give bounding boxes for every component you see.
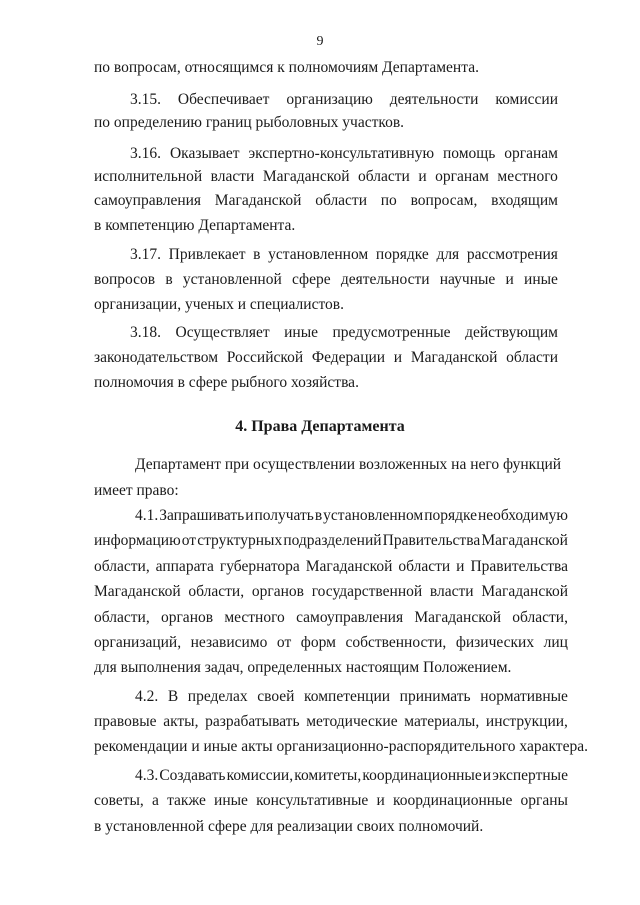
word: местного [497,168,558,185]
word: и [505,271,514,288]
word: подразделений [283,532,382,549]
word: порядке [375,246,429,263]
word: органам [504,145,558,162]
word: Создавать [159,767,226,784]
word: местного [224,609,285,626]
word: входящим [491,192,558,209]
word: для [436,246,460,263]
text-line: для выполнения задач, определенных настоящим Положением. [94,659,512,676]
text-line [94,191,558,211]
word: в [165,271,173,288]
word: правовые [94,713,157,730]
text-line [94,791,568,811]
word: сфере [291,271,331,288]
word: установленной [182,271,282,288]
word: комиссии, [226,767,294,784]
text-line: полномочия в сфере рыбного хозяйства. [94,374,359,391]
word: комитеты, [294,767,362,784]
word: 4.1. [135,507,159,524]
word: порядке [424,507,478,524]
word: вопросов [94,271,156,288]
word: области, [512,609,568,626]
text-line [94,557,568,577]
word: аппарата [155,558,214,575]
word: от [276,634,292,651]
word: области [315,192,368,209]
word: вопросам, [410,192,478,209]
text-line [135,506,568,526]
word: органов [251,583,304,600]
text-line [94,167,558,187]
word: установленном [323,507,424,524]
word: Магаданской [94,583,181,600]
text-line [94,712,568,732]
word: рассмотрения [466,246,558,263]
word: Правительства [470,558,568,575]
word: Магаданской [410,349,498,366]
word: области [358,168,410,185]
text-line [94,582,568,602]
word: в [253,246,261,263]
word: Магаданской [305,558,393,575]
word: органов [160,609,214,626]
word: В [167,688,179,705]
word: Магаданской [481,532,568,549]
word: 4.3. [135,767,159,784]
word: научные [439,271,496,288]
word: Федерации [311,349,386,366]
word: государственной [311,583,423,600]
word: области, [94,609,150,626]
word: Магаданской [262,168,350,185]
word: Магаданской [214,192,302,209]
word: пределах [187,688,248,705]
text-line: имеет право: [94,482,179,499]
word: деятельности [340,271,430,288]
text-line: Департамент при осуществлении возложенных на него функций [135,456,562,473]
text-line: рекомендации и иные акты организационно-распорядительного характера. [94,738,588,755]
text-line: по определению границ рыболовных участков. [94,114,405,131]
word: и [456,558,465,575]
word: законодательством [94,349,219,366]
word: также [167,792,206,809]
word: иные [524,271,558,288]
word: экспертно-консультативную [248,145,435,162]
text-line: в компетенцию Департамента. [94,217,296,234]
word: и [418,168,427,185]
word: компетенции [304,688,391,705]
word: комиссии [495,91,558,108]
word: и [393,349,403,366]
section-heading: 4. Права Департамента [235,418,405,435]
word: а [152,792,159,809]
word: 3.18. [130,324,161,341]
word: и [245,507,254,524]
word: органы [520,792,568,809]
word: иные [284,324,318,341]
word: самоуправления [296,609,404,626]
word: консультативные [256,792,369,809]
word: своей [257,688,295,705]
word: в [314,507,323,524]
word: физических [455,634,535,651]
word: советы, [94,792,144,809]
word: Магаданской [481,583,568,600]
text-line [94,270,558,290]
word: Российской [226,349,304,366]
word: органам [435,168,489,185]
word: Привлекает [168,246,246,263]
word: исполнительной [94,168,203,185]
word: области, [94,558,150,575]
text-line [130,323,558,343]
word: Обеспечивает [177,91,270,108]
word: организаций, [94,634,182,651]
word: получать [254,507,314,524]
word: независимо [190,634,268,651]
text-line [135,766,568,786]
text-line: организации, ученых и специалистов. [94,296,344,313]
text-line: по вопросам, относящимся к полномочиям Департамента. [94,59,479,76]
word: координационные [362,767,482,784]
text-line [94,608,568,628]
word: Запрашивать [159,507,245,524]
word: 3.16. [130,145,161,162]
word: области, [188,583,245,600]
text-line [135,687,568,707]
word: деятельности [389,91,479,108]
word: и [482,767,492,784]
word: разрабатывать [205,713,300,730]
word: инструкции, [485,713,568,730]
word: Магаданской [414,609,501,626]
word: иные [214,792,248,809]
word: собственности, [345,634,447,651]
text-line [130,90,558,110]
word: власти [429,583,474,600]
text-line: в установленной сфере для реализации своих полномочий. [94,818,484,835]
word: нормативные [480,688,568,705]
text-line [130,144,558,164]
word: форм [300,634,336,651]
word: принимать [399,688,471,705]
page-number: 9 [316,34,324,49]
word: и [376,792,385,809]
word: предусмотренные [332,324,451,341]
word: 4.2. [135,688,159,705]
word: самоуправления [94,192,202,209]
word: помощь [443,145,496,162]
word: акты, [163,713,199,730]
word: от [181,532,197,549]
word: действующим [465,324,558,341]
word: методические [306,713,398,730]
word: власти [210,168,255,185]
text-line [94,348,558,368]
word: установленном [268,246,369,263]
word: области [506,349,558,366]
word: организацию [286,91,373,108]
word: по [380,192,397,209]
word: материалы, [404,713,480,730]
word: 3.17. [130,246,161,263]
word: губернатора [219,558,300,575]
word: Оказывает [169,145,240,162]
word: экспертные [492,767,568,784]
word: Осуществляет [175,324,270,341]
word: информацию [94,532,181,549]
word: области [398,558,451,575]
word: координационные [392,792,513,809]
word: структурных [197,532,283,549]
text-line [94,531,568,551]
word: необходимую [477,507,568,524]
text-line [94,633,568,653]
word: лиц [543,634,568,651]
word: 3.15. [130,91,161,108]
word: Правительства [382,532,481,549]
text-line [130,245,558,265]
